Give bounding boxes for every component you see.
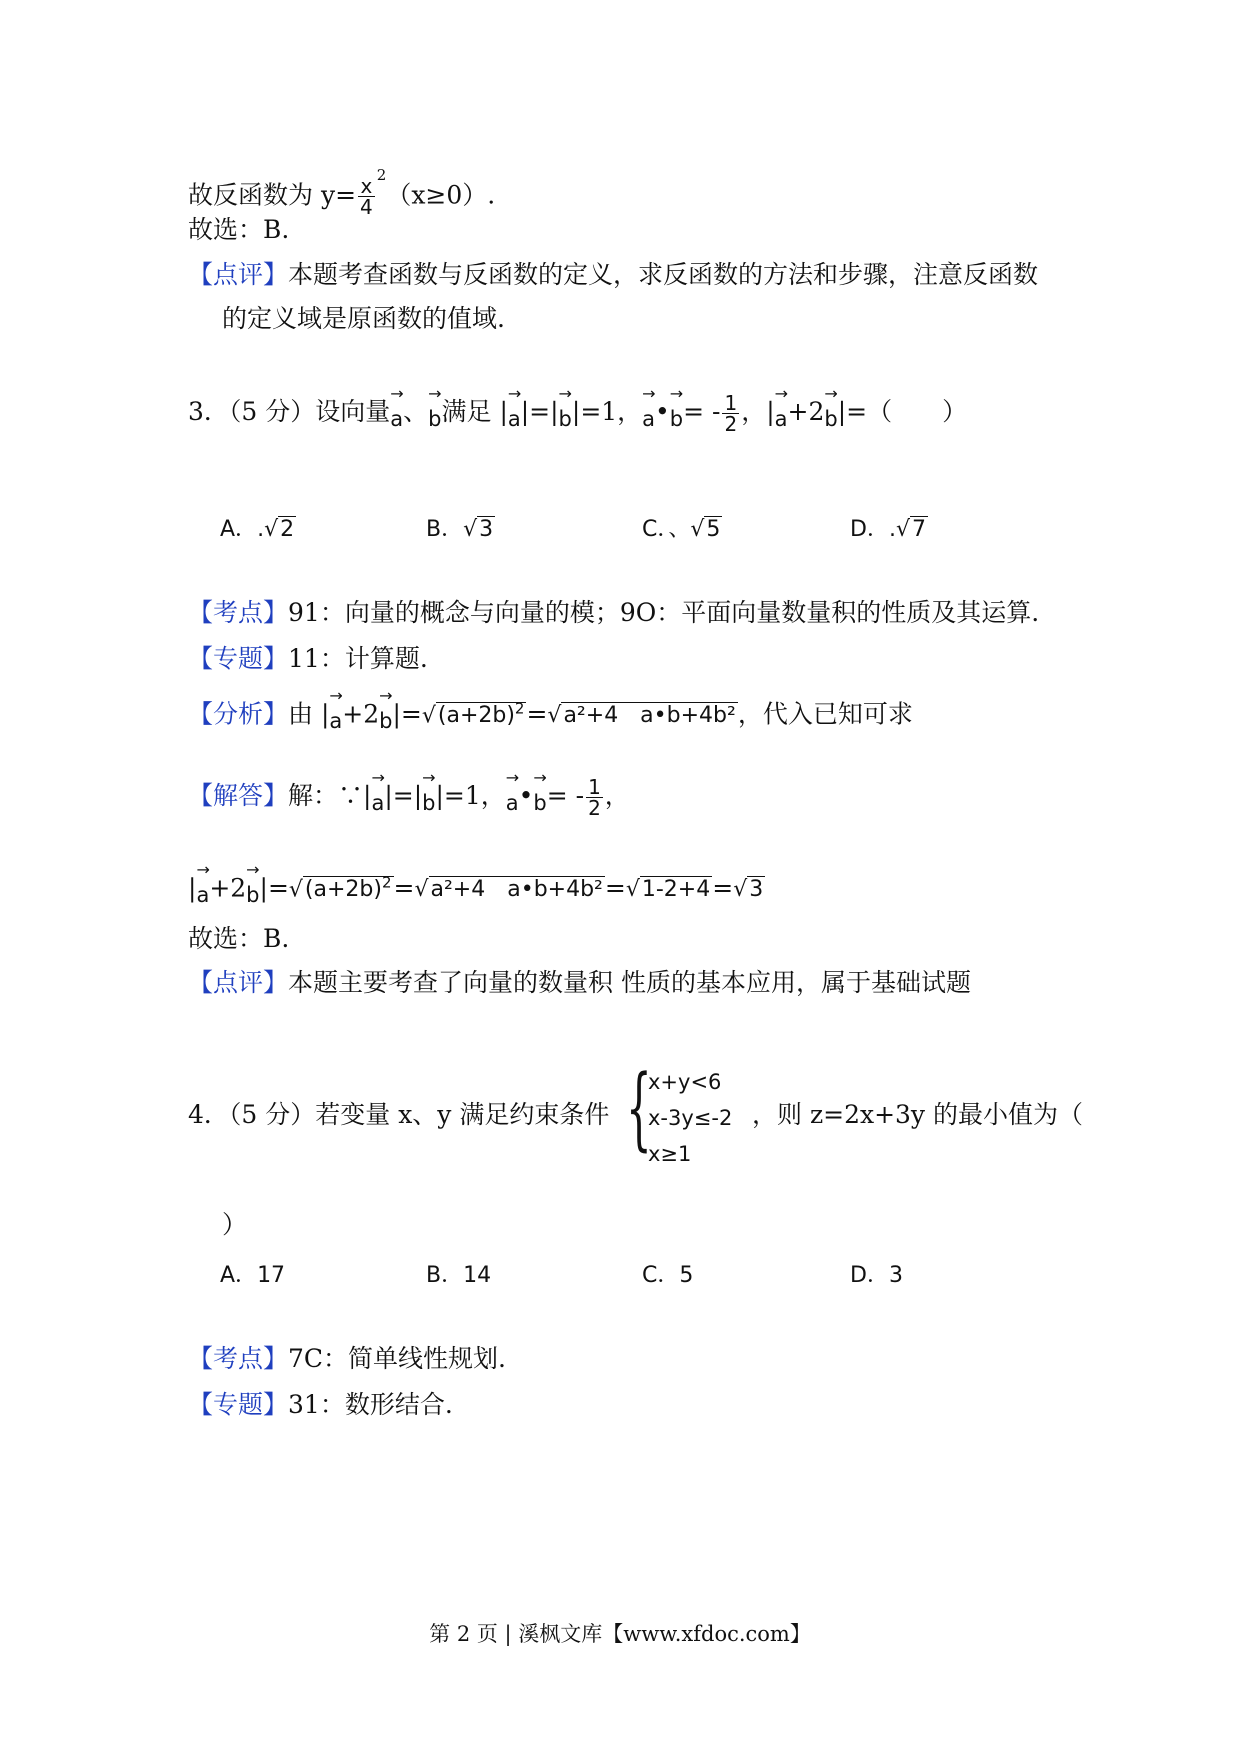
option-c: C．、√5 bbox=[642, 517, 721, 542]
vector-b: → b bbox=[824, 392, 837, 436]
vector-a: → a bbox=[506, 776, 519, 820]
inverse-function-line: 故反函数为 y= $\frac{x}{4}$ $^2$（x≥0）. bbox=[188, 166, 496, 220]
comment-tag: 【点评】 bbox=[188, 260, 289, 289]
vector-b: → b bbox=[670, 392, 683, 436]
sqrt-expression-1: $√(a+2b)^2$ bbox=[421, 700, 525, 729]
fenxi-tag: 【分析】 bbox=[188, 699, 289, 729]
sqrt-result: √3 bbox=[733, 877, 764, 903]
comment-line-2: 的定义域是原函数的值域. bbox=[222, 304, 505, 333]
page-footer: 第 2 页 | 溪枫文库【www.xfdoc.com】 bbox=[429, 1622, 811, 1646]
jieda-line: 【解答】解：∵|→ a|=|→ b|=1，→ a•→ b= - $\frac{1}{2}$ ， bbox=[188, 776, 630, 820]
vector-a: → a bbox=[642, 392, 655, 436]
comment-tag: 【点评】 bbox=[188, 968, 289, 997]
zhuanti-tag: 【专题】 bbox=[188, 644, 289, 673]
option-c: C．5 bbox=[642, 1263, 694, 1288]
kaodian-line-q4: 【考点】7C：简单线性规划. bbox=[188, 1344, 506, 1373]
kaodian-line: 【考点】91：向量的概念与向量的模；9O：平面向量数量积的性质及其运算. bbox=[188, 598, 1040, 627]
sqrt-expression-3: √1-2+4 bbox=[625, 877, 711, 903]
kaodian-tag: 【考点】 bbox=[188, 598, 289, 627]
vector-a: → a bbox=[329, 694, 342, 738]
answer-line-q3: 故选：B. bbox=[188, 924, 290, 953]
vector-b: → b bbox=[533, 776, 546, 820]
vector-a: → a bbox=[390, 392, 403, 436]
zhuanti-line-q4: 【专题】31：数形结合. bbox=[188, 1390, 453, 1419]
option-d: D．3 bbox=[850, 1263, 903, 1288]
vector-a: → a bbox=[196, 868, 209, 912]
vector-b: → b bbox=[379, 694, 392, 738]
fraction-one-half: $\frac{1}{2}$ bbox=[588, 775, 601, 820]
option-d: D．.√7 bbox=[850, 517, 926, 542]
vector-a: → a bbox=[508, 392, 521, 436]
option-b: B．√3 bbox=[426, 517, 494, 542]
vector-b: → b bbox=[428, 392, 441, 436]
comment-line: 【点评】本题考查函数与反函数的定义，求反函数的方法和步骤，注意反函数 bbox=[188, 260, 1039, 289]
sqrt-expression-2: √a²+4 a•b+4b² bbox=[547, 703, 736, 729]
question-4-stem: 4．（5 分）若变量 x、y 满足约束条件 bbox=[188, 1100, 610, 1129]
jieda-line-2: |→ $a+2\to b|=√(a+2b)^2=√a^2+4$ a•b+4b²=√1-2+4=√3 bbox=[188, 866, 765, 912]
fraction-one-half: $\frac{1}{2}$ bbox=[724, 391, 738, 436]
vector-b: → b bbox=[422, 776, 435, 820]
fenxi-line: 【分析】由 |→ $a+2\to b|=√(a+2b)^2=√a^2+4$ a•b+4b²，代入已知可求 bbox=[188, 692, 913, 738]
option-a: A．17 bbox=[220, 1263, 286, 1288]
vector-b: → b bbox=[246, 868, 259, 912]
zhuanti-tag: 【专题】 bbox=[188, 1390, 289, 1419]
vector-a: → a bbox=[371, 776, 384, 820]
option-b: B．14 bbox=[426, 1263, 492, 1288]
answer-line: 故选：B. bbox=[188, 215, 290, 244]
vector-b: → b bbox=[559, 392, 572, 436]
zhuanti-line: 【专题】11：计算题. bbox=[188, 644, 428, 673]
option-a: A．.√2 bbox=[220, 517, 295, 542]
question-4-tail: ，则 z=2x+3y 的最小值为（ bbox=[752, 1100, 1083, 1129]
question-4-close: ） bbox=[222, 1210, 248, 1239]
question-3-stem: 3．（5 分）设向量→ a、→ b满足 |→ a|=|→ b|=1，→ a•→ b= - $\frac{1}{2}$ ，|→ a+2→ b|=（ ） bbox=[188, 392, 967, 436]
vector-a: → a bbox=[775, 392, 788, 436]
fraction-x-over-4: $\frac{x}{4}$ bbox=[360, 174, 373, 220]
kaodian-tag: 【考点】 bbox=[188, 1344, 289, 1373]
constraint-system: { x+y<6 x-3y≤-2 x≥1 bbox=[626, 1056, 733, 1166]
comment-line-q3: 【点评】本题主要考查了向量的数量积 性质的基本应用，属于基础试题 bbox=[188, 968, 971, 997]
jieda-tag: 【解答】 bbox=[188, 781, 289, 810]
